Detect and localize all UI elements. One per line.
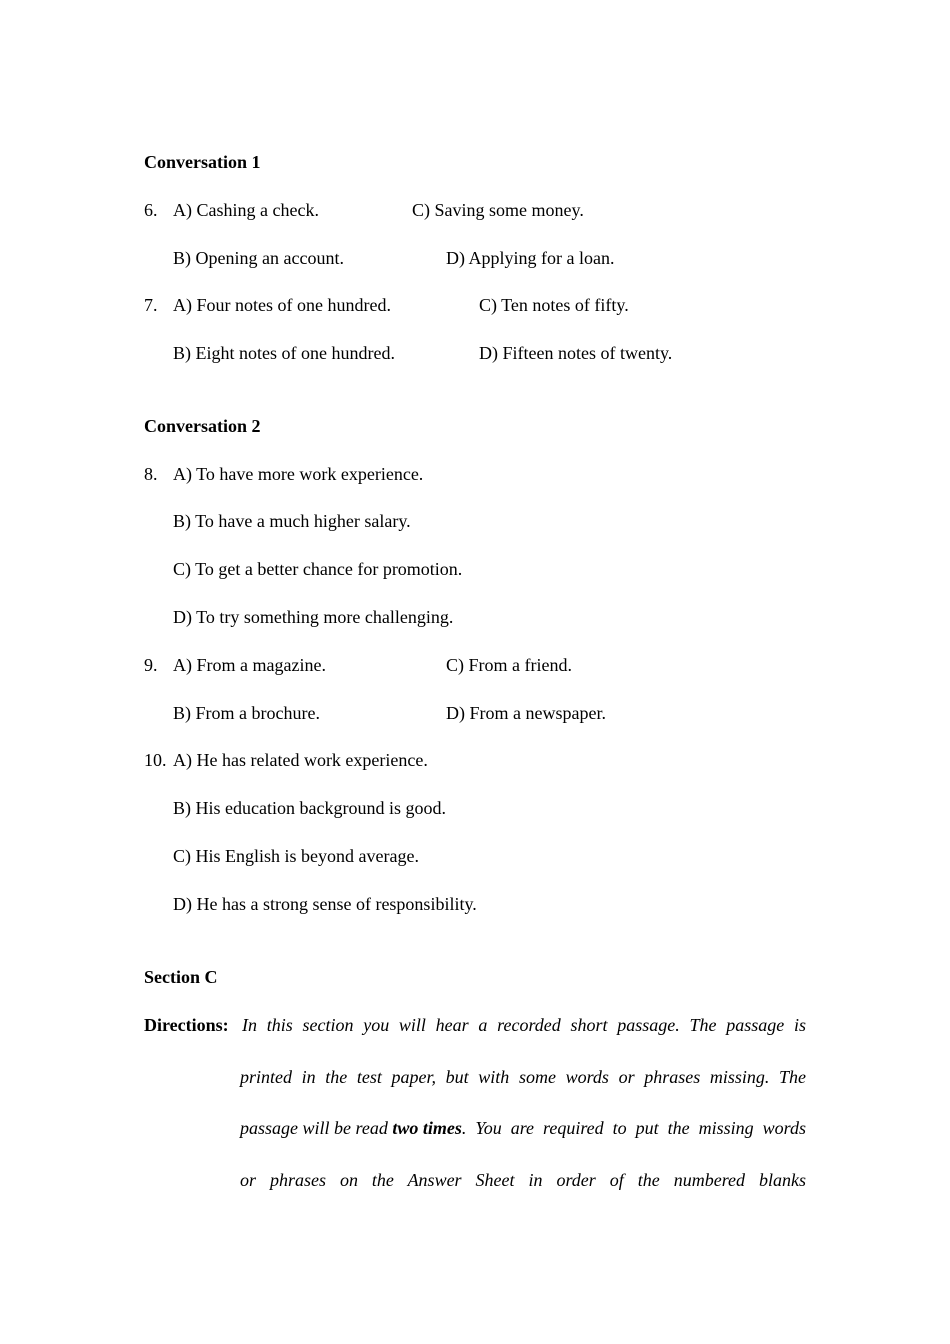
question-8-option-d: D) To try something more challenging.	[173, 607, 454, 627]
directions-line-1	[242, 1014, 806, 1036]
directions-line-3-post: . You are required to put the missing words	[461, 1118, 806, 1138]
directions-line-1-content: In this section you will hear a recorded short passage. The passage is	[242, 1015, 806, 1035]
question-8-option-c: C) To get a better chance for promotion.	[173, 559, 463, 579]
directions-line-2-content: printed in the test paper, but with some words or phrases missing. The	[240, 1067, 806, 1087]
directions-line-3-emphasis: two times	[392, 1118, 462, 1138]
question-6-option-b: B) Opening an account.	[173, 248, 344, 268]
question-7-number: 7.	[144, 295, 158, 315]
question-7-option-a: A) Four notes of one hundred.	[173, 295, 391, 315]
question-10-option-a: A) He has related work experience.	[173, 750, 428, 770]
question-9-option-a: A) From a magazine.	[173, 655, 326, 675]
directions-line-3	[240, 1117, 806, 1139]
question-9-number: 9.	[144, 655, 158, 675]
question-9-option-b: B) From a brochure.	[173, 703, 320, 723]
question-8-number: 8.	[144, 464, 158, 484]
question-9-option-c: C) From a friend.	[446, 655, 572, 675]
question-8-option-a: A) To have more work experience.	[173, 464, 424, 484]
question-10-option-b: B) His education background is good.	[173, 798, 446, 818]
directions-line-4-content: or phrases on the Answer Sheet in order of the numbered blanks	[240, 1170, 806, 1190]
directions-line-3-pre: passage will be read	[240, 1118, 393, 1138]
question-10-option-c: C) His English is beyond average.	[173, 846, 419, 866]
question-6-option-d: D) Applying for a loan.	[446, 248, 615, 268]
question-7-option-c: C) Ten notes of fifty.	[479, 295, 629, 315]
question-6-option-c: C) Saving some money.	[412, 200, 584, 220]
question-10-option-d: D) He has a strong sense of responsibility.	[173, 894, 477, 914]
question-10-number: 10.	[144, 750, 167, 770]
question-7-option-d: D) Fifteen notes of twenty.	[479, 343, 673, 363]
conversation-2-heading: Conversation 2	[144, 416, 261, 436]
conversation-1-heading: Conversation 1	[144, 152, 261, 172]
directions-label: Directions:	[144, 1015, 229, 1035]
question-6-option-a: A) Cashing a check.	[173, 200, 319, 220]
question-6-number: 6.	[144, 200, 158, 220]
directions-line-2	[240, 1066, 806, 1088]
directions-line-4	[240, 1169, 806, 1191]
question-8-option-b: B) To have a much higher salary.	[173, 511, 411, 531]
question-7-option-b: B) Eight notes of one hundred.	[173, 343, 395, 363]
question-9-option-d: D) From a newspaper.	[446, 703, 606, 723]
section-c-heading: Section C	[144, 967, 218, 987]
directions-line-1-text	[242, 1014, 806, 1036]
